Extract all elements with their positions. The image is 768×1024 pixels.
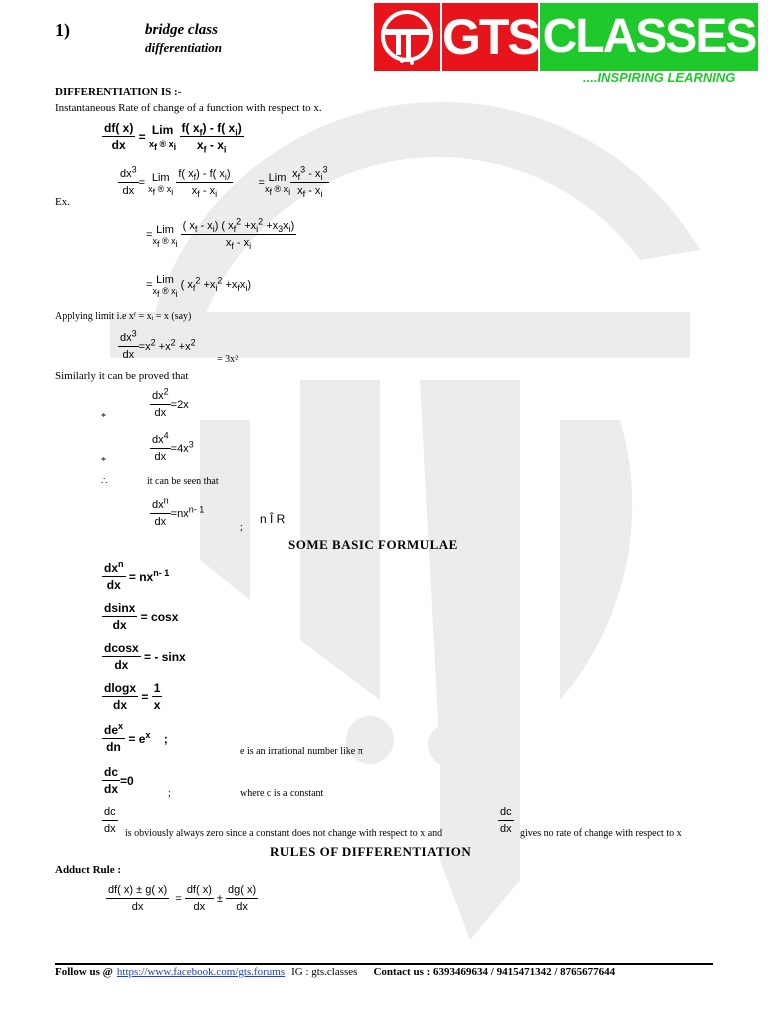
applying-limit: Applying limit i.e xᶠ = xᵢ = x (say): [55, 311, 192, 322]
formula-exp: $\frac{de^x}{dn}$ = $e^x$ ;: [104, 721, 168, 754]
dc-frac-2: $\frac{dc}{dx}$: [500, 806, 512, 835]
semicolon-1: ;: [240, 522, 243, 533]
formula-sin: $\frac{dsinx}{dx}$ = cosx: [104, 601, 179, 632]
result-tail: = 3x²: [217, 354, 239, 365]
dc-note-2: gives no rate of change with respect to x: [520, 828, 682, 839]
gts-logo: [374, 3, 758, 71]
formula-cos: $\frac{dcosx}{dx}$ = - sinx: [104, 641, 186, 672]
semicolon-2: ;: [168, 788, 171, 799]
header-subtitle: differentiation: [145, 40, 223, 55]
ex-label: Ex.: [55, 196, 70, 208]
formula-log: $\frac{dlogx}{dx}$ = $\frac{1}{x}$: [104, 681, 161, 712]
similarly-text: Similarly it can be proved that: [55, 370, 189, 382]
footer-rule: [55, 963, 713, 965]
heading-basic-formulae: SOME BASIC FORMULAE: [288, 537, 458, 552]
footer: [55, 966, 615, 978]
formula-const: $\frac{dc}{dx}$ =0: [104, 765, 134, 796]
example-step1: $\frac{dx^3}{dx}$ = Lim $x_f$ ® $x_i$ $\frac{f( x_f) - f( x_i)}{x_f - x_i}$ = Lim $x_f$ ® $x_i$ $\frac{x_f^3 - x_i^3}{x_f - x_i}$: [120, 164, 328, 200]
emblem-icon: [374, 3, 440, 71]
formula-power: $\frac{dx^n}{dx}$ = $nx^{n- 1}$: [104, 559, 170, 592]
dc-note-1: is obviously always zero since a constant does not change with respect to x and: [125, 828, 443, 839]
section-number: 1): [55, 20, 70, 40]
bullet-2: *: [101, 456, 106, 467]
c-note: where c is a constant: [240, 788, 324, 799]
n-in-r: n Î R: [260, 512, 286, 526]
it-can-be-seen: it can be seen that: [147, 476, 219, 487]
logo-classes: CLASSES: [540, 3, 758, 71]
logo-gts: GTS: [442, 3, 538, 71]
example-step3: = Lim $x_f$ ® $x_i$ ( $x_f^2 +x_i^2 +x_fx_i$): [146, 274, 252, 299]
example-x2: $\frac{dx^2}{dx}$ =2x: [152, 386, 189, 419]
example-x4: $\frac{dx^4}{dx}$ $=4x^3$: [152, 430, 194, 463]
power-rule: $\frac{dx^n}{dx}$ $=nx^{n- 1}$: [152, 495, 205, 528]
follow-label: Follow us @: [55, 966, 113, 978]
example-result: $\frac{dx^3}{dx}$ $=x^2 +x^2 +x^2$: [120, 328, 196, 361]
example-step2: = Lim $x_f$ ® $x_i$ $\frac{( x_f - x_i) ( x_f^2 +x_i^2 +x_3x_i)}{x_f - x_i}$: [146, 216, 295, 252]
dc-frac-1: $\frac{dc}{dx}$: [104, 806, 116, 835]
adduct-rule-formula: $\frac{df( x) \pm g( x)}{dx}$ = $\frac{df( x)}{dx}$ ± $\frac{dg( x)}{dx}$: [108, 884, 257, 913]
facebook-link[interactable]: https://www.facebook.com/gts.forums: [116, 966, 286, 978]
heading-differentiation: DIFFERENTIATION IS :-: [55, 86, 182, 98]
heading-rules: RULES OF DIFFERENTIATION: [270, 844, 472, 859]
tagline: ....INSPIRING LEARNING: [583, 70, 736, 85]
instagram-handle: IG : gts.classes: [291, 966, 358, 978]
definition-text: Instantaneous Rate of change of a function with respect to x.: [55, 102, 322, 114]
adduct-rule-label: Adduct Rule :: [55, 864, 122, 876]
limit-definition: $\frac{df( x)}{dx}$ = Lim $x_f$ ® $x_i$ $\frac{f( x_f) - f( x_i)}{x_f - x_i}$: [104, 121, 242, 155]
logo-emblem: [374, 3, 440, 71]
e-note: e is an irrational number like π: [240, 746, 363, 757]
bullet-1: *: [101, 412, 106, 423]
header-title: bridge class: [145, 22, 218, 38]
contact-numbers: Contact us : 6393469634 / 9415471342 / 8765677644: [373, 966, 616, 978]
therefore-symbol: ∴: [101, 476, 108, 487]
